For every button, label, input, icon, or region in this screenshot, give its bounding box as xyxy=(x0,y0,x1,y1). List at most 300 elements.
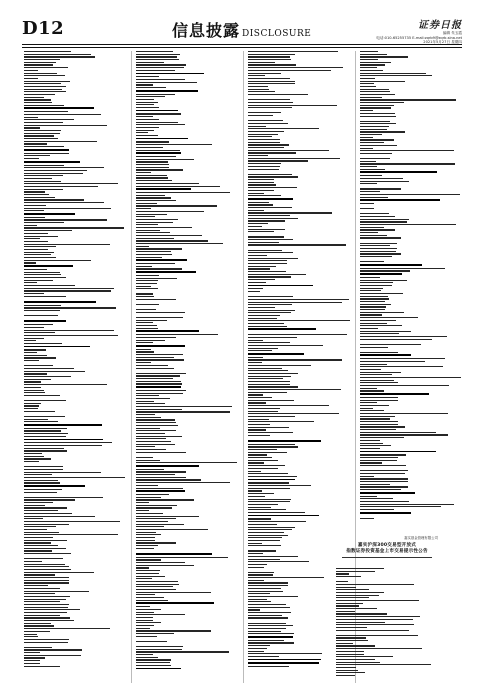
text-line xyxy=(360,512,411,514)
text-line xyxy=(24,497,103,498)
text-line xyxy=(248,258,298,259)
text-line xyxy=(360,110,373,111)
text-line xyxy=(136,446,155,447)
text-line xyxy=(136,557,228,558)
text-line xyxy=(360,73,426,74)
text-line xyxy=(136,573,159,574)
text-line xyxy=(360,169,385,170)
text-line xyxy=(248,150,329,151)
text-line xyxy=(24,657,45,658)
text-line xyxy=(248,337,297,338)
text-line xyxy=(360,161,376,162)
text-line xyxy=(24,574,55,575)
text-line xyxy=(24,62,56,63)
text-line xyxy=(248,540,280,541)
text-line xyxy=(336,589,369,590)
text-line xyxy=(248,545,281,546)
text-line xyxy=(360,54,387,55)
text-line xyxy=(360,372,401,373)
text-line xyxy=(136,469,164,470)
text-line xyxy=(24,252,54,253)
text-line xyxy=(248,556,298,557)
text-line xyxy=(248,64,296,65)
text-line xyxy=(24,107,94,109)
text-line xyxy=(24,596,70,597)
text-line xyxy=(136,649,182,650)
text-line xyxy=(360,245,390,246)
text-line xyxy=(136,419,175,420)
text-line xyxy=(136,227,192,228)
text-line xyxy=(136,246,149,247)
text-line xyxy=(136,235,202,236)
text-line xyxy=(248,612,291,613)
text-line xyxy=(136,425,178,426)
text-line xyxy=(248,599,267,600)
text-line xyxy=(136,383,182,384)
text-line xyxy=(248,645,270,646)
text-line xyxy=(360,410,384,411)
text-line xyxy=(248,588,281,589)
text-line xyxy=(360,216,395,217)
text-line xyxy=(248,490,262,491)
text-line xyxy=(248,651,264,652)
text-line xyxy=(248,302,342,303)
text-line xyxy=(24,639,69,640)
text-line xyxy=(248,518,271,519)
text-line xyxy=(336,605,359,606)
text-line xyxy=(136,107,159,108)
text-line xyxy=(360,481,408,482)
text-line xyxy=(360,264,422,266)
text-line xyxy=(136,592,211,593)
text-line xyxy=(136,497,161,498)
text-line xyxy=(336,651,364,652)
text-line xyxy=(360,432,436,433)
text-line xyxy=(136,665,171,666)
text-line xyxy=(248,580,264,581)
text-line xyxy=(248,529,292,530)
text-line xyxy=(336,627,367,628)
text-line xyxy=(336,630,409,631)
text-line xyxy=(24,482,60,483)
text-line xyxy=(24,67,68,68)
text-line xyxy=(248,86,268,87)
text-line xyxy=(248,229,285,230)
masthead-meta xyxy=(376,20,462,45)
text-line xyxy=(248,70,331,71)
text-line xyxy=(136,216,155,217)
text-line xyxy=(24,489,62,490)
text-line xyxy=(248,435,270,436)
text-line xyxy=(360,408,373,409)
text-line xyxy=(24,269,47,270)
text-line xyxy=(24,89,62,90)
text-line xyxy=(360,457,398,458)
text-line xyxy=(248,535,288,536)
text-line xyxy=(24,83,61,84)
text-line xyxy=(336,600,419,601)
text-line xyxy=(24,636,38,637)
text-line xyxy=(136,82,197,83)
text-line xyxy=(24,601,60,602)
text-line xyxy=(248,231,274,232)
text-line xyxy=(24,125,107,126)
text-line xyxy=(136,132,148,133)
text-line xyxy=(360,121,390,122)
text-line xyxy=(24,241,48,242)
text-line xyxy=(360,290,381,291)
text-line xyxy=(336,619,413,620)
text-line xyxy=(360,344,421,345)
text-line xyxy=(360,137,373,138)
text-line xyxy=(24,213,75,215)
text-line xyxy=(136,507,172,508)
text-line xyxy=(248,577,324,578)
text-line xyxy=(136,438,166,439)
text-line xyxy=(24,569,71,570)
text-line xyxy=(136,600,168,601)
text-line xyxy=(248,609,260,610)
text-line xyxy=(248,550,276,551)
text-line xyxy=(24,513,72,514)
text-line xyxy=(24,469,63,470)
text-line xyxy=(360,301,385,302)
text-line xyxy=(248,169,279,170)
text-line xyxy=(360,489,401,490)
text-line xyxy=(360,445,391,446)
text-line xyxy=(136,337,176,338)
text-line xyxy=(136,409,182,410)
text-line xyxy=(136,214,167,215)
text-line xyxy=(136,138,188,140)
notice-heading-line-1: 嘉实沪深300交易型开放式 xyxy=(357,543,417,548)
text-line xyxy=(248,561,309,562)
text-line xyxy=(248,457,272,458)
text-line xyxy=(136,351,154,352)
text-line xyxy=(136,317,183,318)
text-line xyxy=(336,611,355,612)
text-line xyxy=(248,454,267,455)
text-line xyxy=(248,318,277,319)
text-line xyxy=(360,364,387,365)
text-line xyxy=(24,499,75,500)
text-line xyxy=(336,616,420,617)
text-line xyxy=(360,312,404,313)
text-line xyxy=(136,211,204,212)
text-line xyxy=(136,578,152,579)
text-line xyxy=(248,446,298,447)
text-line xyxy=(136,628,150,629)
text-line xyxy=(248,142,280,143)
text-line xyxy=(248,334,347,335)
text-line xyxy=(248,365,311,366)
text-line xyxy=(248,244,346,245)
text-line xyxy=(248,656,279,657)
text-line xyxy=(136,581,178,582)
text-line xyxy=(24,135,54,136)
text-line xyxy=(136,119,159,120)
text-line xyxy=(24,186,98,187)
text-line xyxy=(136,96,165,97)
text-line xyxy=(248,236,284,237)
text-line xyxy=(136,542,176,543)
text-line xyxy=(24,572,94,573)
text-line xyxy=(248,449,277,450)
text-line xyxy=(248,274,306,275)
text-line xyxy=(360,354,411,356)
text-line xyxy=(24,254,51,255)
text-line xyxy=(360,134,382,135)
text-line xyxy=(24,320,66,322)
text-line xyxy=(24,604,69,605)
text-line xyxy=(360,309,385,310)
text-line xyxy=(360,400,398,401)
text-line xyxy=(248,585,288,586)
text-line xyxy=(248,342,290,343)
text-line xyxy=(248,408,280,409)
text-line xyxy=(248,424,270,425)
text-line xyxy=(360,248,397,249)
text-line xyxy=(24,625,54,626)
text-line xyxy=(360,145,397,146)
text-line xyxy=(248,482,289,483)
text-line xyxy=(336,640,368,641)
text-line xyxy=(136,597,164,598)
text-line xyxy=(136,102,158,103)
text-line xyxy=(24,623,51,624)
text-line xyxy=(24,111,68,112)
text-line xyxy=(360,59,378,60)
text-line xyxy=(24,133,60,134)
text-line xyxy=(248,89,269,90)
text-line xyxy=(24,138,58,139)
text-line xyxy=(136,349,151,350)
text-line xyxy=(336,635,418,636)
text-line xyxy=(248,174,292,175)
text-line xyxy=(360,314,382,315)
text-line xyxy=(136,299,176,300)
text-line xyxy=(136,559,161,560)
text-line xyxy=(136,381,181,382)
text-line xyxy=(360,328,378,329)
text-line xyxy=(136,373,186,374)
text-line xyxy=(24,424,102,426)
text-line xyxy=(248,182,274,183)
text-line xyxy=(24,310,60,311)
text-line xyxy=(24,175,63,176)
text-line xyxy=(336,656,393,657)
text-line xyxy=(248,348,278,349)
text-line xyxy=(136,534,161,535)
text-line xyxy=(136,219,178,220)
text-line xyxy=(360,243,397,244)
text-line xyxy=(136,328,158,329)
text-line xyxy=(136,594,155,595)
text-line xyxy=(248,591,283,592)
text-line xyxy=(24,208,111,209)
text-line xyxy=(360,229,395,230)
text-line xyxy=(24,474,52,475)
text-line xyxy=(136,668,181,670)
text-line xyxy=(24,324,53,325)
text-line xyxy=(136,617,153,618)
text-line xyxy=(336,667,356,668)
text-line xyxy=(24,532,59,533)
text-line xyxy=(336,654,364,655)
text-line xyxy=(136,304,159,305)
text-line xyxy=(136,622,161,623)
text-line xyxy=(136,537,155,538)
text-line xyxy=(336,643,353,644)
text-line xyxy=(336,581,348,582)
text-line xyxy=(136,84,153,85)
text-line xyxy=(24,202,104,203)
text-line xyxy=(136,175,167,176)
text-line xyxy=(360,97,382,98)
text-line xyxy=(360,304,391,305)
text-line xyxy=(360,451,436,453)
text-line xyxy=(248,296,293,297)
text-line xyxy=(360,296,388,297)
text-line xyxy=(136,411,230,412)
text-line xyxy=(248,310,295,311)
text-line xyxy=(360,478,408,479)
text-line xyxy=(248,252,293,253)
text-line xyxy=(360,70,383,71)
text-line xyxy=(136,150,180,151)
text-line xyxy=(24,305,61,306)
text-line xyxy=(136,345,185,347)
text-line xyxy=(360,83,374,84)
text-line xyxy=(360,78,375,79)
text-line xyxy=(360,336,447,337)
text-line xyxy=(24,280,53,281)
text-line xyxy=(24,373,47,374)
text-line xyxy=(24,236,58,237)
text-line xyxy=(136,532,156,533)
text-line xyxy=(248,126,266,127)
text-line xyxy=(136,275,159,276)
text-line xyxy=(360,280,407,281)
text-line xyxy=(136,144,212,145)
text-line xyxy=(24,146,64,147)
text-line xyxy=(248,136,272,137)
text-line xyxy=(24,355,47,356)
text-line xyxy=(248,353,304,355)
text-line xyxy=(24,655,81,656)
text-line xyxy=(248,198,293,200)
text-line xyxy=(248,501,290,502)
text-line xyxy=(136,602,214,604)
text-line xyxy=(136,122,178,123)
text-line xyxy=(136,494,169,495)
text-line xyxy=(248,255,267,256)
text-line xyxy=(248,378,283,379)
text-line xyxy=(136,516,199,517)
text-line xyxy=(248,648,267,649)
text-line xyxy=(248,615,282,616)
text-line xyxy=(136,499,194,500)
text-line xyxy=(24,561,42,562)
text-line xyxy=(248,496,265,497)
text-line xyxy=(248,239,293,240)
text-line xyxy=(360,486,408,487)
text-line xyxy=(360,67,377,68)
text-line xyxy=(248,452,287,453)
text-line xyxy=(24,357,56,358)
text-line xyxy=(336,592,384,593)
notice-heading-rule xyxy=(342,557,432,558)
text-line xyxy=(24,257,56,258)
text-line xyxy=(136,430,176,431)
text-line xyxy=(248,604,286,605)
text-line xyxy=(360,448,380,449)
text-line xyxy=(24,165,64,166)
text-line xyxy=(336,603,363,604)
text-line xyxy=(360,178,403,179)
text-line xyxy=(360,413,448,414)
text-line xyxy=(24,335,118,336)
text-line xyxy=(24,330,114,331)
text-line xyxy=(248,460,278,461)
masthead-rule-thin xyxy=(22,47,462,48)
text-line xyxy=(24,416,65,417)
text-line xyxy=(360,402,377,403)
text-line xyxy=(24,620,74,621)
text-line xyxy=(136,521,168,522)
text-line xyxy=(24,130,61,131)
text-line xyxy=(360,251,396,252)
text-line xyxy=(24,472,101,473)
text-line xyxy=(248,139,280,140)
text-line xyxy=(136,283,157,284)
text-line xyxy=(248,99,290,100)
text-line xyxy=(360,268,445,269)
text-line xyxy=(360,339,432,340)
text-line xyxy=(336,587,356,588)
text-line xyxy=(248,567,264,568)
text-line xyxy=(248,397,272,398)
text-line xyxy=(336,584,414,585)
text-line xyxy=(360,86,376,87)
text-line xyxy=(248,362,262,363)
text-line xyxy=(136,334,218,335)
text-line xyxy=(248,574,273,575)
text-line xyxy=(248,268,270,269)
text-line xyxy=(360,175,382,176)
text-line xyxy=(360,232,378,233)
text-line xyxy=(136,79,185,80)
text-line xyxy=(24,445,102,446)
text-line xyxy=(336,595,379,596)
text-line xyxy=(248,276,291,277)
text-line xyxy=(336,622,385,623)
text-line xyxy=(136,513,163,514)
text-line xyxy=(136,548,154,549)
text-line xyxy=(136,365,168,366)
text-line xyxy=(360,421,398,422)
text-line xyxy=(360,131,405,132)
text-line xyxy=(248,471,261,472)
text-line xyxy=(360,504,454,505)
text-line xyxy=(360,221,407,222)
text-line xyxy=(24,56,95,57)
text-line xyxy=(248,357,263,358)
text-line xyxy=(136,62,164,63)
text-line xyxy=(248,123,288,124)
text-line xyxy=(24,477,125,478)
text-line xyxy=(360,253,401,254)
